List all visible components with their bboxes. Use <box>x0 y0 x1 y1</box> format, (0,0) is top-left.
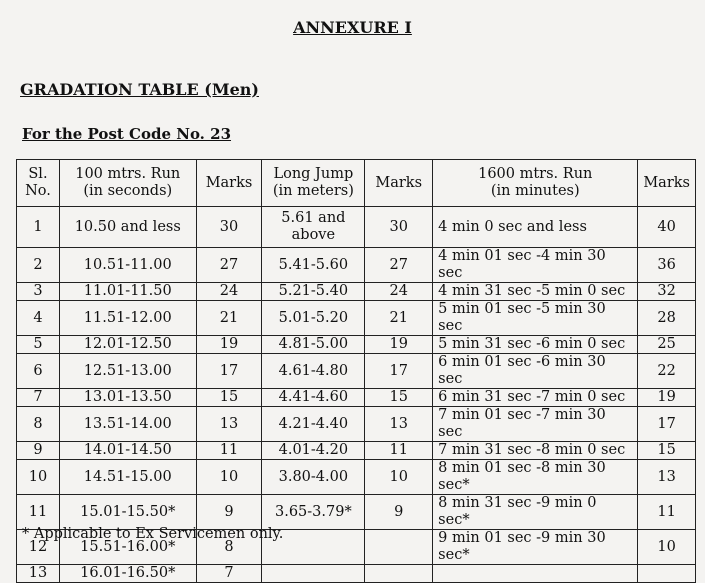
marks-100m-cell: 17 <box>196 354 262 389</box>
sl-no-cell: 8 <box>17 407 60 442</box>
marks-100m-cell: 9 <box>196 495 262 530</box>
table-row <box>17 389 696 407</box>
header-1600m-run: 1600 mtrs. Run (in minutes) <box>433 160 638 207</box>
marks-1600m-cell: 32 <box>638 283 696 301</box>
long-jump-cell: 4.81-5.00 <box>262 336 365 354</box>
run-1600m-cell: 4 min 0 sec and less <box>433 207 638 248</box>
marks-long-jump-cell: 13 <box>365 407 433 442</box>
run-100m-cell: 15.51-16.00* <box>59 530 196 565</box>
marks-1600m-cell: 22 <box>638 354 696 389</box>
long-jump-cell: 5.01-5.20 <box>262 301 365 336</box>
marks-100m-cell: 19 <box>196 336 262 354</box>
run-100m-cell: 12.01-12.50 <box>59 336 196 354</box>
sl-no-cell: 13 <box>17 565 60 583</box>
marks-1600m-cell: 36 <box>638 248 696 283</box>
run-1600m-cell: 5 min 01 sec -5 min 30 sec <box>433 301 638 336</box>
marks-1600m-cell: 10 <box>638 530 696 565</box>
sl-no-cell: 10 <box>17 460 60 495</box>
long-jump-cell: 5.41-5.60 <box>262 248 365 283</box>
run-1600m-cell: 4 min 01 sec -4 min 30 sec <box>433 248 638 283</box>
run-1600m-cell: 8 min 01 sec -8 min 30 sec* <box>433 460 638 495</box>
table-row <box>17 283 696 301</box>
marks-long-jump-cell: 11 <box>365 442 433 460</box>
header-100m-run: 100 mtrs. Run (in seconds) <box>59 160 196 207</box>
marks-long-jump-cell <box>365 530 433 565</box>
marks-1600m-cell: 19 <box>638 389 696 407</box>
sl-no-cell: 2 <box>17 248 60 283</box>
marks-long-jump-cell: 27 <box>365 248 433 283</box>
marks-long-jump-cell: 9 <box>365 495 433 530</box>
long-jump-cell: 5.21-5.40 <box>262 283 365 301</box>
header-marks-100m: Marks <box>196 160 262 207</box>
sl-no-cell: 5 <box>17 336 60 354</box>
table-row <box>17 460 696 495</box>
header-marks-long-jump: Marks <box>365 160 433 207</box>
run-100m-cell: 10.50 and less <box>59 207 196 248</box>
run-100m-cell: 14.51-15.00 <box>59 460 196 495</box>
run-100m-cell: 15.01-15.50* <box>59 495 196 530</box>
long-jump-cell: 4.41-4.60 <box>262 389 365 407</box>
run-1600m-cell: 8 min 31 sec -9 min 0 sec* <box>433 495 638 530</box>
table-row <box>17 354 696 389</box>
sl-no-cell: 3 <box>17 283 60 301</box>
marks-100m-cell: 10 <box>196 460 262 495</box>
marks-100m-cell: 21 <box>196 301 262 336</box>
run-1600m-cell: 5 min 31 sec -6 min 0 sec <box>433 336 638 354</box>
sl-no-cell: 1 <box>17 207 60 248</box>
table-row <box>17 248 696 283</box>
marks-long-jump-cell: 24 <box>365 283 433 301</box>
marks-100m-cell: 30 <box>196 207 262 248</box>
header-sl-no: Sl. No. <box>17 160 60 207</box>
sl-no-cell: 6 <box>17 354 60 389</box>
marks-100m-cell: 24 <box>196 283 262 301</box>
footnote: * Applicable to Ex Servicemen only. <box>22 526 284 542</box>
table-row <box>17 336 696 354</box>
marks-1600m-cell: 11 <box>638 495 696 530</box>
run-100m-cell: 11.01-11.50 <box>59 283 196 301</box>
marks-long-jump-cell: 30 <box>365 207 433 248</box>
run-100m-cell: 12.51-13.00 <box>59 354 196 389</box>
run-1600m-cell: 7 min 31 sec -8 min 0 sec <box>433 442 638 460</box>
marks-1600m-cell: 17 <box>638 407 696 442</box>
sl-no-cell: 4 <box>17 301 60 336</box>
sl-no-cell: 11 <box>17 495 60 530</box>
long-jump-cell: 3.80-4.00 <box>262 460 365 495</box>
sl-no-cell: 9 <box>17 442 60 460</box>
gradation-table <box>16 159 696 583</box>
run-100m-cell: 14.01-14.50 <box>59 442 196 460</box>
marks-100m-cell: 11 <box>196 442 262 460</box>
table-row <box>17 495 696 530</box>
run-100m-cell: 11.51-12.00 <box>59 301 196 336</box>
marks-1600m-cell: 15 <box>638 442 696 460</box>
run-1600m-cell: 6 min 31 sec -7 min 0 sec <box>433 389 638 407</box>
run-100m-cell: 13.01-13.50 <box>59 389 196 407</box>
run-1600m-cell: 6 min 01 sec -6 min 30 sec <box>433 354 638 389</box>
run-1600m-cell: 4 min 31 sec -5 min 0 sec <box>433 283 638 301</box>
run-100m-cell: 16.01-16.50* <box>59 565 196 583</box>
sl-no-cell: 12 <box>17 530 60 565</box>
marks-long-jump-cell: 21 <box>365 301 433 336</box>
long-jump-cell: 4.01-4.20 <box>262 442 365 460</box>
marks-100m-cell: 8 <box>196 530 262 565</box>
run-100m-cell: 13.51-14.00 <box>59 407 196 442</box>
table-row <box>17 301 696 336</box>
marks-long-jump-cell: 15 <box>365 389 433 407</box>
table-header <box>17 160 696 207</box>
marks-1600m-cell: 13 <box>638 460 696 495</box>
marks-long-jump-cell: 10 <box>365 460 433 495</box>
sl-no-cell: 7 <box>17 389 60 407</box>
long-jump-cell: 4.61-4.80 <box>262 354 365 389</box>
marks-long-jump-cell: 17 <box>365 354 433 389</box>
table-row <box>17 442 696 460</box>
post-code-heading: For the Post Code No. 23 <box>22 125 232 143</box>
header-long-jump: Long Jump (in meters) <box>262 160 365 207</box>
marks-100m-cell: 13 <box>196 407 262 442</box>
gradation-table-title: GRADATION TABLE (Men) <box>20 80 259 99</box>
marks-1600m-cell: 28 <box>638 301 696 336</box>
header-marks-1600m: Marks <box>638 160 696 207</box>
run-1600m-cell: 7 min 01 sec -7 min 30 sec <box>433 407 638 442</box>
marks-100m-cell: 15 <box>196 389 262 407</box>
long-jump-cell: 5.61 and above <box>262 207 365 248</box>
run-100m-cell: 10.51-11.00 <box>59 248 196 283</box>
marks-1600m-cell: 40 <box>638 207 696 248</box>
marks-1600m-cell: 25 <box>638 336 696 354</box>
run-1600m-cell: 9 min 01 sec -9 min 30 sec* <box>433 530 638 565</box>
marks-100m-cell: 7 <box>196 565 262 583</box>
marks-long-jump-cell: 19 <box>365 336 433 354</box>
marks-100m-cell: 27 <box>196 248 262 283</box>
long-jump-cell: 3.65-3.79* <box>262 495 365 530</box>
annexure-title: ANNEXURE I <box>293 18 412 37</box>
table-row <box>17 207 696 248</box>
table-row <box>17 407 696 442</box>
long-jump-cell: 4.21-4.40 <box>262 407 365 442</box>
